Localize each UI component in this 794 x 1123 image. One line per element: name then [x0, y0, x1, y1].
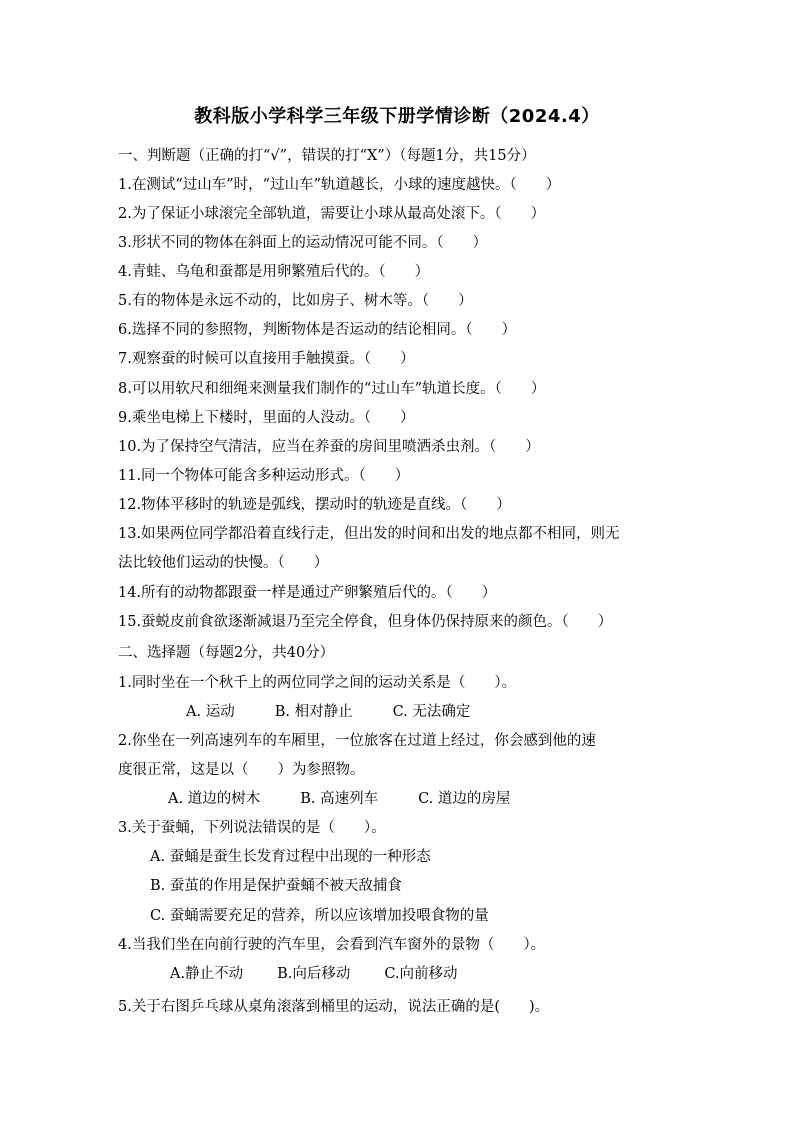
mc-question-5: 5.关于右图乒乓球从桌角滚落到桶里的运动，说法正确的是( )。	[118, 999, 550, 1015]
mc-question-1-options	[186, 702, 470, 722]
mc-question-2-line-2: 度很正常，这是以（ ）为参照物。	[118, 762, 365, 778]
tf-item-2: 2.为了保证小球滚完全部轨道，需要让小球从最高处滚下。（ ）	[118, 206, 546, 222]
tf-item-1: 1.在测试“过山车”时，“过山车”轨道越长，小球的速度越快。（ ）	[118, 177, 561, 193]
mc-question-2-line-1: 2.你坐在一列高速列车的车厢里，一位旅客在过道上经过，你会感到他的速	[118, 733, 596, 749]
option-b: B.向后移动	[277, 966, 351, 982]
mc-question-3-option-b: B. 蚕茧的作用是保护蚕蛹不被天敌捕食	[150, 878, 402, 894]
mc-question-4: 4.当我们坐在向前行驶的汽车里，会看到汽车窗外的景物（ ）。	[118, 937, 546, 953]
mc-question-3: 3.关于蚕蛹，下列说法错误的是（ ）。	[118, 820, 386, 836]
option-c: C. 无法确定	[392, 704, 471, 720]
mc-question-1: 1.同时坐在一个秋千上的两位同学之间的运动关系是（ ）。	[118, 675, 517, 691]
tf-item-15: 15.蚕蜕皮前食欲逐渐减退乃至完全停食，但身体仍保持原来的颜色。（ ）	[118, 614, 613, 630]
option-a: A. 道边的树木	[168, 791, 261, 807]
tf-item-4: 4.青蛙、乌龟和蚕都是用卵繁殖后代的。（ ）	[118, 264, 430, 280]
tf-item-13-line-2: 法比较他们运动的快慢。（ ）	[118, 555, 329, 571]
section-heading-multiple-choice: 二、选择题（每题2分，共40分）	[118, 645, 335, 661]
tf-item-3: 3.形状不同的物体在斜面上的运动情况可能不同。（ ）	[118, 235, 488, 251]
tf-item-12: 12.物体平移时的轨迹是弧线，摆动时的轨迹是直线。（ ）	[118, 497, 511, 513]
tf-item-8: 8.可以用软尺和细绳来测量我们制作的“过山车”轨道长度。（ ）	[118, 381, 546, 397]
option-c: C. 道边的房屋	[418, 791, 511, 807]
mc-question-3-option-c: C. 蚕蛹需要充足的营养，所以应该增加投喂食物的量	[150, 908, 489, 924]
tf-item-6: 6.选择不同的参照物，判断物体是否运动的结论相同。（ ）	[118, 322, 517, 338]
tf-item-11: 11.同一个物体可能含多种运动形式。（ ）	[118, 468, 410, 484]
tf-item-5: 5.有的物体是永远不动的，比如房子、树木等。（ ）	[118, 293, 473, 309]
mc-question-2-options	[168, 789, 510, 809]
option-a: A.静止不动	[170, 966, 244, 982]
tf-item-13-line-1: 13.如果两位同学都沿着直线行走，但出发的时间和出发的地点都不相同，则无	[118, 526, 620, 542]
tf-item-10: 10.为了保持空气清洁，应当在养蚕的房间里喷洒杀虫剂。（ ）	[118, 439, 540, 455]
tf-item-7: 7.观察蚕的时候可以直接用手触摸蚕。（ ）	[118, 351, 415, 367]
tf-item-14: 14.所有的动物都跟蚕一样是通过产卵繁殖后代的。（ ）	[118, 585, 497, 601]
option-b: B. 高速列车	[300, 791, 379, 807]
option-a: A. 运动	[186, 704, 235, 720]
option-b: B. 相对静止	[274, 704, 353, 720]
mc-question-3-option-a: A. 蚕蛹是蚕生长发育过程中出现的一种形态	[150, 849, 431, 865]
mc-question-4-options	[170, 964, 458, 984]
tf-item-9: 9.乘坐电梯上下楼时，里面的人没动。（ ）	[118, 410, 415, 426]
option-c: C.向前移动	[384, 966, 458, 982]
section-heading-true-false: 一、判断题（正确的打“√”，错误的打“X”）（每题1分，共15分）	[118, 148, 536, 164]
page-title: 教科版小学科学三年级下册学情诊断（2024.4）	[194, 106, 600, 127]
